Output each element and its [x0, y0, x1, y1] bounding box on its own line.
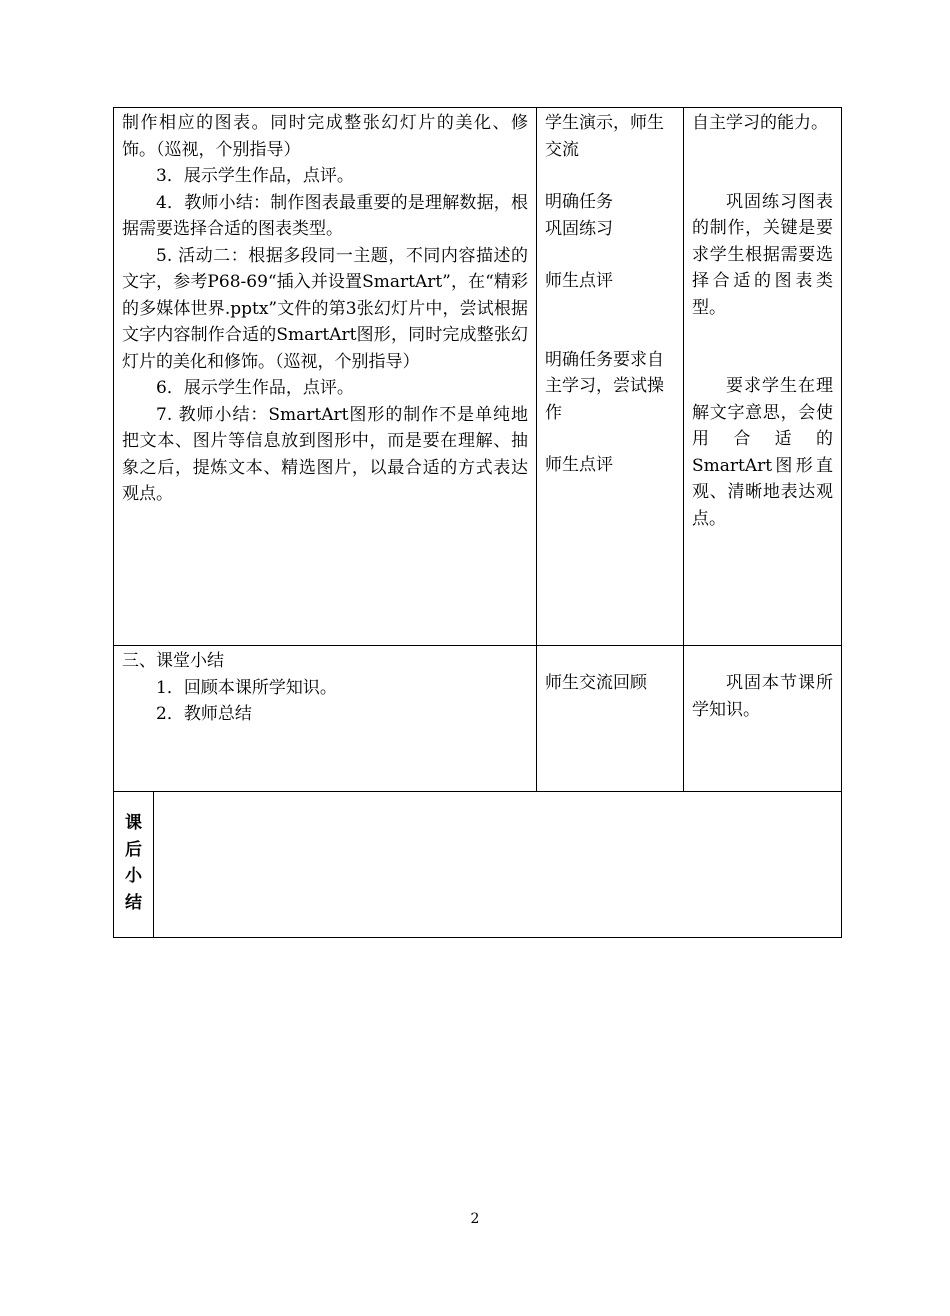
label-char: 结 — [125, 892, 142, 913]
activity-text: 巩固练习 — [545, 218, 614, 239]
table-row — [114, 108, 842, 646]
table-row — [114, 792, 842, 938]
class-summary-cell — [114, 646, 537, 792]
label-char: 后 — [125, 839, 142, 860]
teaching-process-cell — [114, 108, 537, 646]
lesson-plan-table — [113, 107, 842, 938]
paragraph: 3．展示学生作品，点评。 — [156, 166, 354, 186]
page-number: 2 — [470, 1211, 480, 1227]
paragraph: 5. 活动二：根据多段同一主题，不同内容描述的文字，参考P68-69“插入并设置SmartArt”，在“精彩的多媒体世界.pptx”文件的第3张幻灯片中，尝试根据文字内容制作合适的SmartArt图形，同时完成整张幻灯片的美化和修饰。（巡视，个别指导） — [122, 245, 529, 372]
paragraph: 制作相应的图表。同时完成整张幻灯片的美化、修饰。（巡视，个别指导） — [122, 113, 529, 160]
paragraph: 1．回顾本课所学知识。 — [156, 677, 337, 698]
activity-text: 师生点评 — [545, 271, 614, 291]
intent-text: 巩固练习图表的制作，关键是要求学生根据需要选择合适的图表类型。 — [692, 191, 834, 318]
paragraph: 2．教师总结 — [156, 704, 252, 724]
activity-text: 学生演示，师生交流 — [545, 113, 665, 160]
student-activity-cell — [537, 108, 684, 646]
section-heading: 三、课堂小结 — [122, 651, 224, 671]
activity-text: 明确任务要求自主学习，尝试操作 — [545, 349, 665, 423]
summary-activity-cell — [537, 646, 684, 792]
table-row — [114, 646, 842, 792]
paragraph: 4．教师小结：制作图表最重要的是理解数据，根据需要选择合适的图表类型。 — [122, 192, 529, 239]
label-char: 课 — [125, 813, 142, 833]
summary-purpose-cell — [684, 646, 842, 792]
activity-text: 明确任务 — [545, 192, 614, 212]
design-intent-cell — [684, 108, 842, 646]
paragraph: 6．展示学生作品，点评。 — [156, 378, 354, 398]
intent-text: 自主学习的能力。 — [692, 113, 829, 133]
after-class-summary-label — [114, 792, 154, 938]
paragraph: 7. 教师小结：SmartArt图形的制作不是单纯地把文本、图片等信息放到图形中，而是要在理解、抽象之后，提炼文本、精选图片，以最合适的方式表达观点。 — [122, 404, 529, 504]
after-class-summary-content — [154, 792, 842, 938]
label-char: 小 — [125, 866, 142, 886]
intent-text: 要求学生在理解文字意思，会使用合适的SmartArt图形直观、清晰地表达观点。 — [692, 376, 834, 529]
intent-text: 巩固本节课所学知识。 — [692, 673, 834, 720]
activity-text: 师生交流回顾 — [545, 673, 648, 693]
activity-text: 师生点评 — [545, 455, 614, 475]
